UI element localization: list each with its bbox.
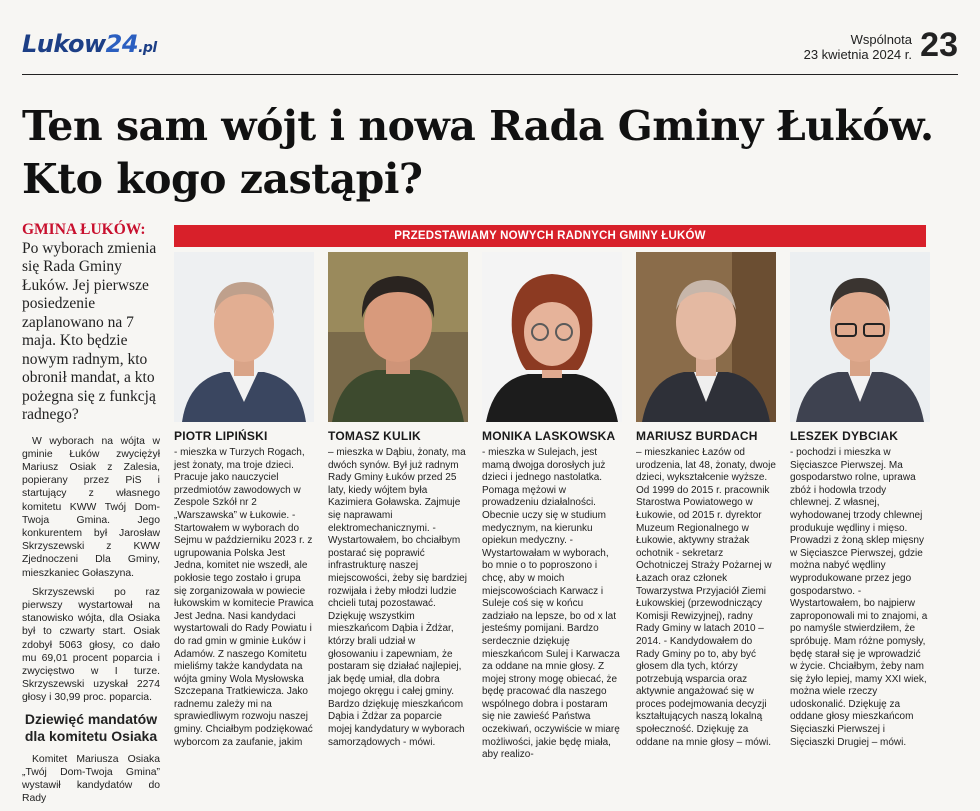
article-body — [22, 435, 160, 806]
councillor-name: PIOTR LIPIŃSKI — [174, 429, 268, 443]
page-number: 23 — [920, 26, 958, 64]
councillor-photo — [328, 252, 468, 422]
councillor-bio: - mieszka w Turzych Rogach, jest żonaty, ma troje dzieci. Pracuje jako nauczyciel przedmiotów zawodowych w Zespole Szkół nr 2 „Warszawska” w Łukowie. - Startowałem w wyborach do Sejmu w październiku 2023 r. z ugrupowania Polska Jest Jedna, komitet nie wszedł, ale pokłosie tego zostało i grupa się zorganizowała w powiecie łukowskim w komitecie Prawica Jest Jedna. Nasi kandydaci wystartowali do Rady Powiatu i do rad gmin w gminie Łuków i Adamów. Z naszego Komitetu mieliśmy także kandydata na wójta gminy Wola Mysłowska Szczepana Tratkiewicza. Jako radnemu zależy mi na sprawiedliwym rozwoju naszej gminy. Chciałbym podziękować wyborcom za zaufanie, jakim — [174, 447, 314, 748]
site-logo[interactable] — [22, 30, 157, 58]
councillor-name: MONIKA LASKOWSKA — [482, 429, 616, 443]
body-paragraph-2: Skrzyszewski po raz pierwszy wystartował na stanowisko wójta, dla Osiaka był to czwarty start. Osiak zdobył 5063 głosy, co dało mu 69,01 procent poparcia i zwycięstwo w I turze. Skrzyszewski uzyskał 2274 głosy i 30,99 proc. poparcia. — [22, 586, 160, 704]
article-left-column — [22, 221, 160, 811]
lead-text: Po wyborach zmienia się Rada Gminy Łuków. Jej pierwsze posiedzenie zaplanowano na 7 maja. Kto będzie nowym radnym, kto obronił mandat, a kto pożegna się z funkcją radnego? — [22, 239, 157, 423]
councillor-bio: – mieszka w Dąbiu, żonaty, ma dwóch synów. Był już radnym Rady Gminy Łuków przed 25 laty, kiedy wójtem była Kazimiera Goławska. Zajmuje się naprawami elektromechanicznymi. - Wystartowałem, bo chciałbym postarać się poprawić infrastrukturę naszej miejscowości, żeby się bardziej rozwijała i żeby młodzi ludzie chcieli tutaj pozostawać. Dziękuję wszystkim mieszkańcom Dąbia i Żdżar, którzy brali udział w głosowaniu i zapewniam, że postaram się działać najlepiej, jak będę umiał, dla dobra mojego okręgu i całej gminy. Bardzo dziękuję mieszkańcom Dąbia i Żdżar za poparcie mojej kandydatury w wyborach samorządowych - mówi. — [328, 447, 467, 748]
page-header — [22, 24, 958, 75]
councillor-name: MARIUSZ BURDACH — [636, 429, 758, 443]
logo-tld: .pl — [138, 40, 157, 56]
councillor-name: LESZEK DYBCIAK — [790, 429, 899, 443]
councillor-bio: - mieszka w Sulejach, jest mamą dwojga dorosłych już dzieci i jednego nastolatka. Pomaga mężowi w prowadzeniu działalności. Obecnie uczy się w studium medycznym, na kierunku opiekun medyczny. - Wystartowałam w wyborach, bo mnie o to poproszono i chcę, aby w moich miejscowościach Karwacz i Suleje coś się w końcu zadziało na lepsze, bo od x lat jesteśmy pomijani. Bardzo serdecznie dziękuję mieszkańcom Sulej i Karwacza za oddane na mnie głosy. Z mojej strony mogę obiecać, że będę pracować dla naszego wspólnego dobra i postaram się nie zawieść Państwa oczekiwań, oczywiście w miarę możliwości, jakie będę miała, aby realizo- — [482, 447, 620, 761]
councillor-card — [636, 252, 776, 748]
councillor-bio: – mieszkaniec Łazów od urodzenia, lat 48, żonaty, dwoje dzieci, wykształcenie wyższe. Od 1999 do 2015 r. pracownik Starostwa Powiatowego w Łukowie, od 2015 r. dyrektor Muzeum Regionalnego w Łukowie, aktywny strażak ochotnik - sekretarz Ochotniczej Straży Pożarnej w Łazach oraz członek Towarzystwa Przyjaciół Ziemi Łukowskiej (przewodniczący Komisji Rewizyjnej), radny Rady Gminy w latach 2010 – 2014. - Kandydowałem do Rady Gminy po to, aby być głosem dla tych, którzy potrzebują wsparcia oraz aktywnie angażować się w proces podejmowania decyzji kształtujących naszą lokalną społeczność. Dziękuję za oddane na mnie głosy – mówi. — [636, 447, 776, 748]
article-lead — [22, 221, 160, 425]
logo-number: 24 — [105, 30, 139, 58]
publication-name: Wspólnota — [850, 32, 912, 47]
councillor-photo — [636, 252, 776, 422]
councillor-name: TOMASZ KULIK — [328, 429, 421, 443]
body-paragraph-3: Komitet Mariusza Osiaka „Twój Dom-Twoja Gmina” wystawił kandydatów do Rady — [22, 753, 160, 805]
councillor-card — [174, 252, 314, 748]
body-paragraph-1: W wyborach na wójta w gminie Łuków zwyciężył Mariusz Osiak z Zalesia, popierany przez PiS i startujący z własnego komitetu KWW Twój Dom-Twoja Gmina. Jego konkurentem był Jarosław Skrzyszewski z KWW Zjednoczeni Dla Gminy, mieszkaniec Gołaszyna. — [22, 435, 160, 579]
publication-info — [804, 32, 912, 62]
councillor-card — [482, 252, 622, 761]
councillor-bio: - pochodzi i mieszka w Sięciaszce Pierwszej. Ma gospodarstwo rolne, uprawa zbóż i hodowla trzody chlewnej. Z własnej, wyhodowanej trzody chlewnej produkuje wędliny i mięso. Prowadzi z żoną sklep mięsny w Sięciaszce Pierwszej, gdzie można nabyć wędliny wyprodukowane przez jego gospodarstwo. - Wystartowałem, bo najpierw zaproponowali mi to znajomi, a po namyśle stwierdziłem, że spróbuję. Mam różne pomysły, będę starał się je wprowadzić w życie. Chciałbym, żeby nam się żyło lepiej, mamy XXI wiek, można wiele rzeczy udoskonalić. Dziękuję za oddane głosy mieszkańcom Sięciaszki Pierwszej i Sięciaszki Drugiej – mówi. — [790, 447, 928, 748]
councillor-photo — [790, 252, 930, 422]
article-headline: Ten sam wójt i nowa Rada Gminy Łuków. Kto kogo zastąpi? — [22, 102, 934, 203]
article-subhead: Dziewięć mandatów dla komitetu Osiaka — [24, 710, 158, 744]
councillors-panel — [174, 225, 928, 761]
lead-location-tag: GMINA ŁUKÓW: — [22, 221, 146, 238]
panel-banner: PRZEDSTAWIAMY NOWYCH RADNYCH GMINY ŁUKÓW — [174, 225, 926, 247]
councillor-card — [790, 252, 930, 748]
councillor-card — [328, 252, 468, 748]
councillor-photo — [174, 252, 314, 422]
logo-main: Lukow — [22, 30, 106, 58]
publication-date: 23 kwietnia 2024 r. — [803, 47, 912, 62]
councillor-photo — [482, 252, 622, 422]
